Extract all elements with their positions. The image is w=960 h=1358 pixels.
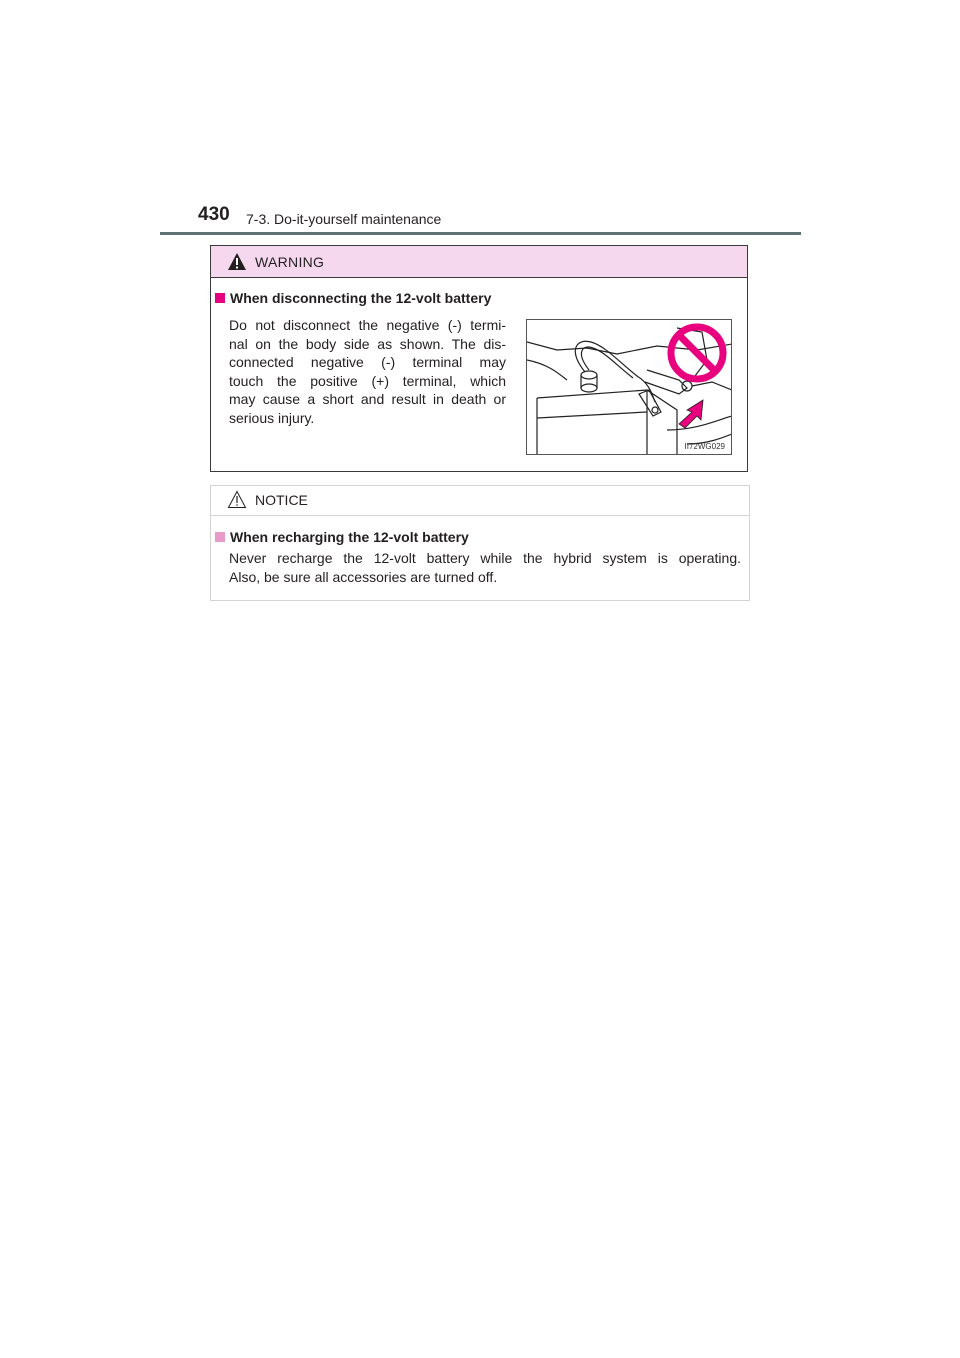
notice-header xyxy=(211,486,749,516)
warning-triangle-icon xyxy=(227,252,247,271)
illustration-code: II72WG029 xyxy=(684,442,725,451)
warning-box xyxy=(210,245,748,472)
bullet-square-icon xyxy=(215,532,225,542)
notice-label: NOTICE xyxy=(255,492,308,508)
warning-body xyxy=(229,316,506,427)
page-header xyxy=(198,204,818,234)
caution-triangle-outline-icon xyxy=(227,490,247,509)
text-line: may cause a short and result in death or xyxy=(229,391,506,407)
text-line: Also, be sure all accessories are turned off. xyxy=(229,568,498,585)
header-divider xyxy=(160,232,801,235)
text-line: touch the positive (+) terminal, which xyxy=(229,372,506,389)
text-line: nal on the body side as shown. The dis- xyxy=(229,335,506,352)
warning-header xyxy=(211,246,747,278)
text-line: Never recharge the 12-volt battery while the hybrid system is operating. xyxy=(229,550,741,566)
text-line: serious injury. xyxy=(229,409,315,426)
battery-terminal-illustration xyxy=(526,319,732,455)
warning-heading: When disconnecting the 12-volt battery xyxy=(215,290,491,306)
battery-drawing xyxy=(527,320,732,455)
notice-heading: When recharging the 12-volt battery xyxy=(215,529,469,545)
text-line: connected negative (-) terminal may xyxy=(229,354,506,370)
section-title: 7-3. Do-it-yourself maintenance xyxy=(246,211,442,227)
prohibition-icon xyxy=(671,327,723,379)
notice-body xyxy=(229,549,741,586)
page-number: 430 xyxy=(198,204,230,225)
text-line: Do not disconnect the negative (-) termi- xyxy=(229,317,506,333)
bullet-square-icon xyxy=(215,293,225,303)
notice-box xyxy=(210,485,750,601)
warning-label: WARNING xyxy=(255,254,325,270)
